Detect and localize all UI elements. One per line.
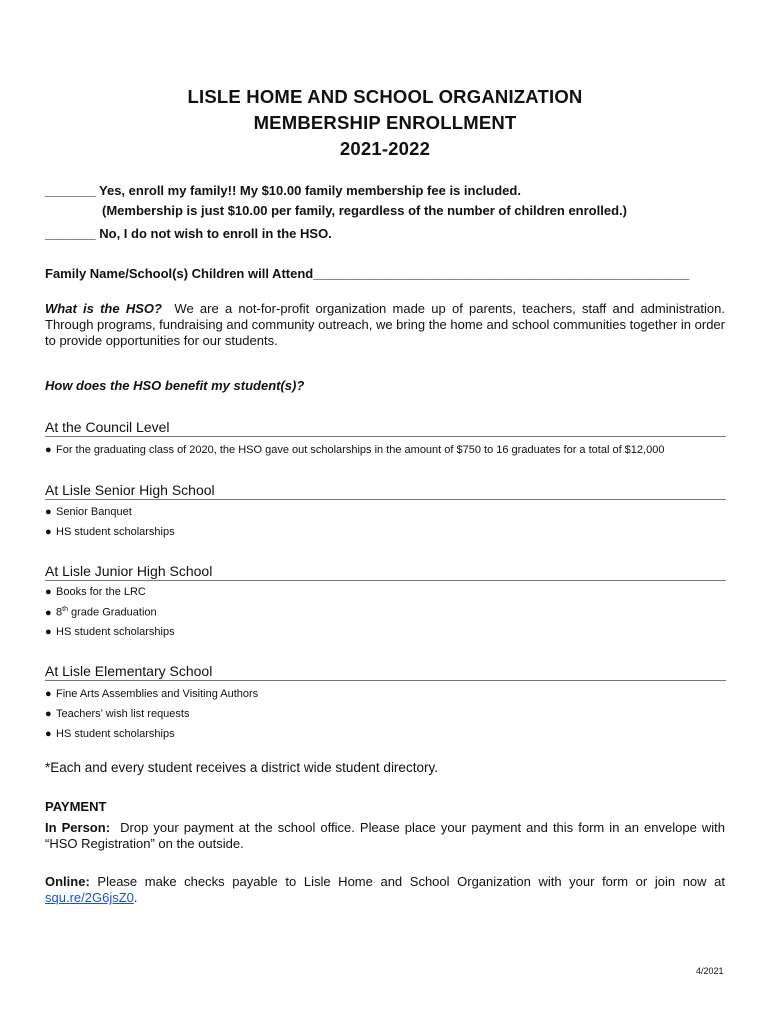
about-hso-question: What is the HSO? (45, 301, 162, 316)
enroll-yes-text: Yes, enroll my family!! My $10.00 family membership fee is included. (99, 183, 521, 198)
bullet-icon: ● (45, 606, 52, 619)
enroll-no-blank[interactable]: _______ (45, 226, 96, 241)
footer-date: 4/2021 (696, 966, 724, 976)
payment-in-person (45, 820, 725, 852)
bullet-icon: ● (45, 708, 52, 720)
list-item: ● Senior Banquet (45, 506, 132, 518)
bullet-icon: ● (45, 586, 52, 598)
enroll-yes-blank[interactable]: _______ (45, 183, 96, 198)
family-name-label: Family Name/School(s) Children will Attend (45, 266, 314, 281)
about-hso-answer: We are a not-for-profit organization made up of parents, teachers, staff and administration. Through programs, fundraising and community outreach, we bring the home and school communities together in order to provide opportunities for our students. (45, 301, 725, 348)
payment-heading: PAYMENT (45, 799, 107, 814)
org-title: LISLE HOME AND SCHOOL ORGANIZATION (187, 86, 583, 107)
payment-link[interactable]: squ.re/2G6jsZ0 (45, 890, 134, 905)
school-year: 2021-2022 (339, 138, 431, 159)
section-elementary-title: At Lisle Elementary School (45, 663, 726, 681)
online-text: Please make checks payable to Lisle Home and School Organization with your form or join now at (97, 874, 725, 889)
directory-note: *Each and every student receives a district wide student directory. (45, 760, 438, 775)
enroll-yes-option (45, 183, 521, 198)
family-name-field (45, 266, 689, 281)
bullet-icon: ● (45, 688, 52, 700)
about-hso-paragraph (45, 301, 725, 349)
list-item: ● HS student scholarships (45, 728, 175, 740)
bullet-icon: ● (45, 728, 52, 740)
section-junior-high-title: At Lisle Junior High School (45, 563, 726, 581)
in-person-label: In Person: (45, 820, 111, 835)
list-item: ● Fine Arts Assemblies and Visiting Authors (45, 688, 259, 700)
list-item: ● For the graduating class of 2020, the HSO gave out scholarships in the amount of $750 to 16 graduates for a total of $12,000 (45, 444, 665, 456)
bullet-icon: ● (45, 526, 52, 538)
enroll-no-text: No, I do not wish to enroll in the HSO. (99, 226, 332, 241)
family-name-blank[interactable]: ____________________________________________________ (313, 266, 690, 281)
online-label: Online: (45, 874, 90, 889)
form-title: MEMBERSHIP ENROLLMENT (253, 112, 517, 133)
bullet-icon: ● (45, 444, 52, 456)
section-senior-high-title: At Lisle Senior High School (45, 482, 726, 500)
in-person-text: Drop your payment at the school office. Please place your payment and this form in an envelope with “HSO Registration” on the outside. (45, 820, 725, 851)
bullet-icon: ● (45, 626, 52, 638)
list-item: ● Teachers’ wish list requests (45, 708, 190, 720)
list-item: ● 8th grade Graduation (45, 606, 157, 619)
section-council-title: At the Council Level (45, 419, 726, 437)
list-item: ● HS student scholarships (45, 526, 175, 538)
list-item: ● Books for the LRC (45, 586, 146, 598)
bullet-icon: ● (45, 506, 52, 518)
membership-note: (Membership is just $10.00 per family, regardless of the number of children enrolled.) (102, 203, 627, 218)
payment-online: Online: Please make checks payable to Lisle Home and School Organization with your form or join now at squ.re/2G6jsZ0. (45, 874, 725, 905)
list-item: ● HS student scholarships (45, 626, 175, 638)
benefit-heading: How does the HSO benefit my student(s)? (45, 378, 305, 393)
enroll-no-option (45, 226, 332, 241)
